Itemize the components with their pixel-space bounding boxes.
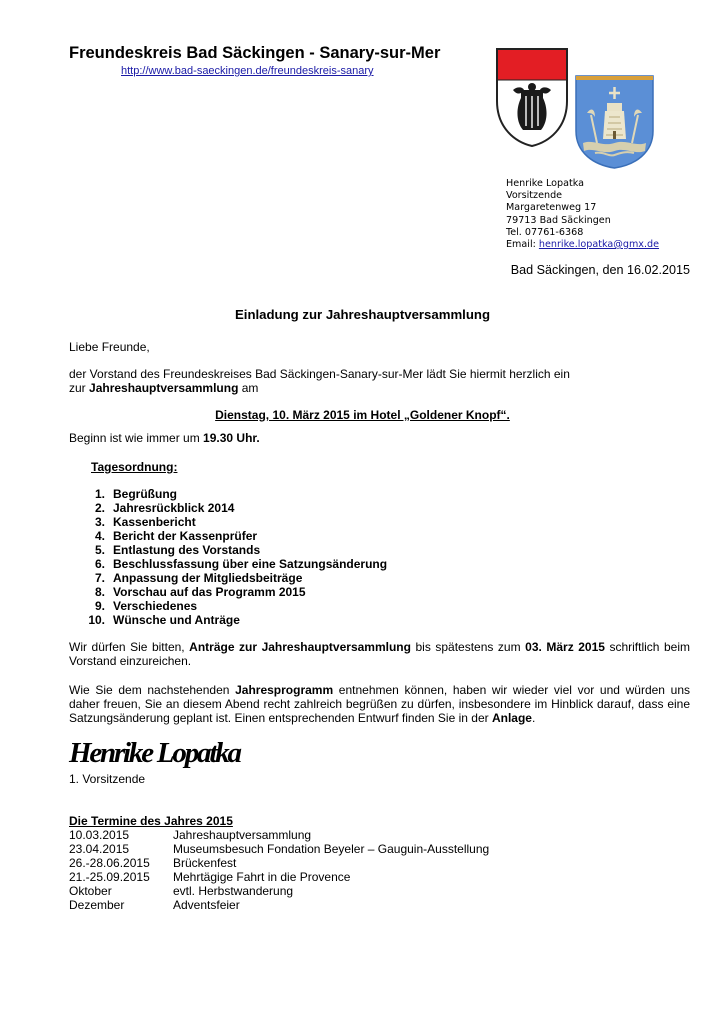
program-bold-term: Jahresprogramm bbox=[235, 683, 334, 697]
request-bold-deadline: 03. März 2015 bbox=[525, 640, 605, 654]
agenda-item bbox=[69, 487, 387, 501]
sender-street: Margaretenweg 17 bbox=[506, 202, 597, 214]
date-cell: Dezember bbox=[69, 898, 125, 912]
agenda-item-number: 4. bbox=[94, 529, 105, 543]
agenda-item bbox=[69, 543, 387, 557]
sender-address-block bbox=[506, 178, 659, 251]
request-text: Wir dürfen Sie bitten, bbox=[69, 640, 190, 654]
date-row bbox=[69, 870, 489, 884]
start-time: 19.30 Uhr. bbox=[203, 431, 260, 445]
agenda-item bbox=[69, 599, 387, 613]
date-cell: 21.-25.09.2015 bbox=[69, 870, 150, 884]
sender-city: 79713 Bad Säckingen bbox=[506, 214, 611, 226]
date-cell: 26.-28.06.2015 bbox=[69, 856, 150, 870]
event-cell: evtl. Herbstwanderung bbox=[173, 884, 294, 898]
event-cell: Mehrtägige Fahrt in die Provence bbox=[173, 870, 351, 884]
agenda-item-number: 5. bbox=[94, 543, 105, 557]
request-text: bis spätestens zum bbox=[410, 640, 526, 654]
agenda-item-number: 6. bbox=[94, 557, 105, 571]
start-prefix: Beginn ist wie immer um bbox=[69, 431, 204, 445]
agenda-item-text: Verschiedenes bbox=[113, 599, 198, 613]
agenda-item bbox=[69, 501, 387, 515]
sender-name: Henrike Lopatka bbox=[506, 178, 585, 189]
date-row bbox=[69, 828, 489, 842]
request-text: schriftlich beim Vorstand einzureichen. bbox=[69, 640, 690, 668]
agenda-item-number: 2. bbox=[94, 501, 105, 515]
request-bold-topic: Anträge zur Jahreshauptversammlung bbox=[189, 640, 411, 654]
letter-heading: Einladung zur Jahreshauptversammlung bbox=[234, 307, 490, 322]
agenda-item-text: Vorschau auf das Programm 2015 bbox=[113, 585, 306, 599]
agenda-item-text: Bericht der Kassenprüfer bbox=[113, 529, 258, 543]
handwritten-signature: Henrike Lopatka bbox=[69, 737, 240, 769]
agenda-item-text: Wünsche und Anträge bbox=[113, 613, 240, 627]
program-text: entnehmen können, haben wir wieder viel vor und würden uns daher freuen, Sie an diesem Abend recht zahlreich begrüßen zu dürfen, insbesondere im Hinblick darauf, dass eine Satzungsänderung geplant ist. Einen entsprechenden Entwurf finden Sie in der bbox=[69, 683, 690, 725]
agenda-item-number: 10. bbox=[88, 613, 105, 627]
program-paragraph bbox=[69, 683, 690, 725]
event-date-location: Dienstag, 10. März 2015 im Hotel „Goldener Knopf“. bbox=[215, 408, 510, 422]
signatory-role: 1. Vorsitzende bbox=[69, 772, 146, 786]
program-text: . bbox=[531, 711, 536, 725]
sanary-sur-mer-crest-icon bbox=[573, 73, 656, 169]
salutation: Liebe Freunde, bbox=[69, 340, 150, 354]
agenda-item bbox=[69, 585, 387, 599]
submission-request-paragraph bbox=[69, 640, 690, 668]
agenda-list bbox=[69, 487, 387, 627]
bad-saeckingen-crest-icon bbox=[493, 46, 571, 148]
annual-dates-list bbox=[69, 828, 489, 912]
sender-email-label: Email: bbox=[506, 239, 539, 251]
date-row bbox=[69, 898, 489, 912]
intro-suffix: am bbox=[238, 381, 259, 395]
event-cell: Jahreshauptversammlung bbox=[173, 828, 312, 842]
event-cell: Museumsbesuch Fondation Beyeler – Gauguin-Ausstellung bbox=[173, 842, 490, 856]
agenda-item-text: Beschlussfassung über eine Satzungsänderung bbox=[113, 557, 388, 571]
date-row bbox=[69, 884, 489, 898]
date-row bbox=[69, 842, 489, 856]
program-text: Wie Sie dem nachstehenden bbox=[69, 683, 236, 697]
agenda-title: Tagesordnung: bbox=[91, 460, 178, 474]
intro-line-1: der Vorstand des Freundeskreises Bad Säckingen-Sanary-sur-Mer lädt Sie hiermit herzlich ein bbox=[69, 367, 570, 381]
intro-prefix: zur bbox=[69, 381, 90, 395]
place-and-date: Bad Säckingen, den 16.02.2015 bbox=[510, 263, 690, 277]
organization-url-link[interactable]: http://www.bad-saeckingen.de/freundeskreis-sanary bbox=[121, 65, 374, 77]
agenda-item-number: 8. bbox=[94, 585, 105, 599]
agenda-item bbox=[69, 613, 387, 627]
organization-title: Freundeskreis Bad Säckingen - Sanary-sur-Mer bbox=[69, 44, 441, 62]
sender-email-line bbox=[506, 239, 659, 251]
event-cell: Adventsfeier bbox=[173, 898, 240, 912]
event-cell: Brückenfest bbox=[173, 856, 237, 870]
agenda-item-number: 3. bbox=[94, 515, 105, 529]
agenda-item bbox=[69, 515, 387, 529]
sender-email-link[interactable]: henrike.lopatka@gmx.de bbox=[538, 239, 660, 251]
agenda-item bbox=[69, 571, 387, 585]
agenda-item-text: Kassenbericht bbox=[113, 515, 196, 529]
agenda-item-text: Begrüßung bbox=[113, 487, 177, 501]
agenda-item-text: Jahresrückblick 2014 bbox=[113, 501, 235, 515]
date-row bbox=[69, 856, 489, 870]
date-cell: 23.04.2015 bbox=[69, 842, 130, 856]
intro-bold: Jahreshauptversammlung bbox=[89, 381, 239, 395]
program-bold-attachment: Anlage bbox=[491, 711, 532, 725]
date-cell: Oktober bbox=[69, 884, 112, 898]
agenda-item bbox=[69, 557, 387, 571]
start-time-line bbox=[69, 431, 260, 445]
annual-dates-title: Die Termine des Jahres 2015 bbox=[69, 814, 233, 828]
date-cell: 10.03.2015 bbox=[69, 828, 130, 842]
intro-line-2 bbox=[69, 381, 258, 395]
agenda-item-number: 7. bbox=[94, 571, 105, 585]
agenda-item bbox=[69, 529, 387, 543]
sender-phone: Tel. 07761-6368 bbox=[506, 226, 584, 238]
sender-role: Vorsitzende bbox=[506, 190, 563, 202]
agenda-item-text: Anpassung der Mitgliedsbeiträge bbox=[113, 571, 303, 585]
agenda-item-text: Entlastung des Vorstands bbox=[113, 543, 261, 557]
agenda-item-number: 1. bbox=[94, 487, 105, 501]
agenda-item-number: 9. bbox=[94, 599, 105, 613]
